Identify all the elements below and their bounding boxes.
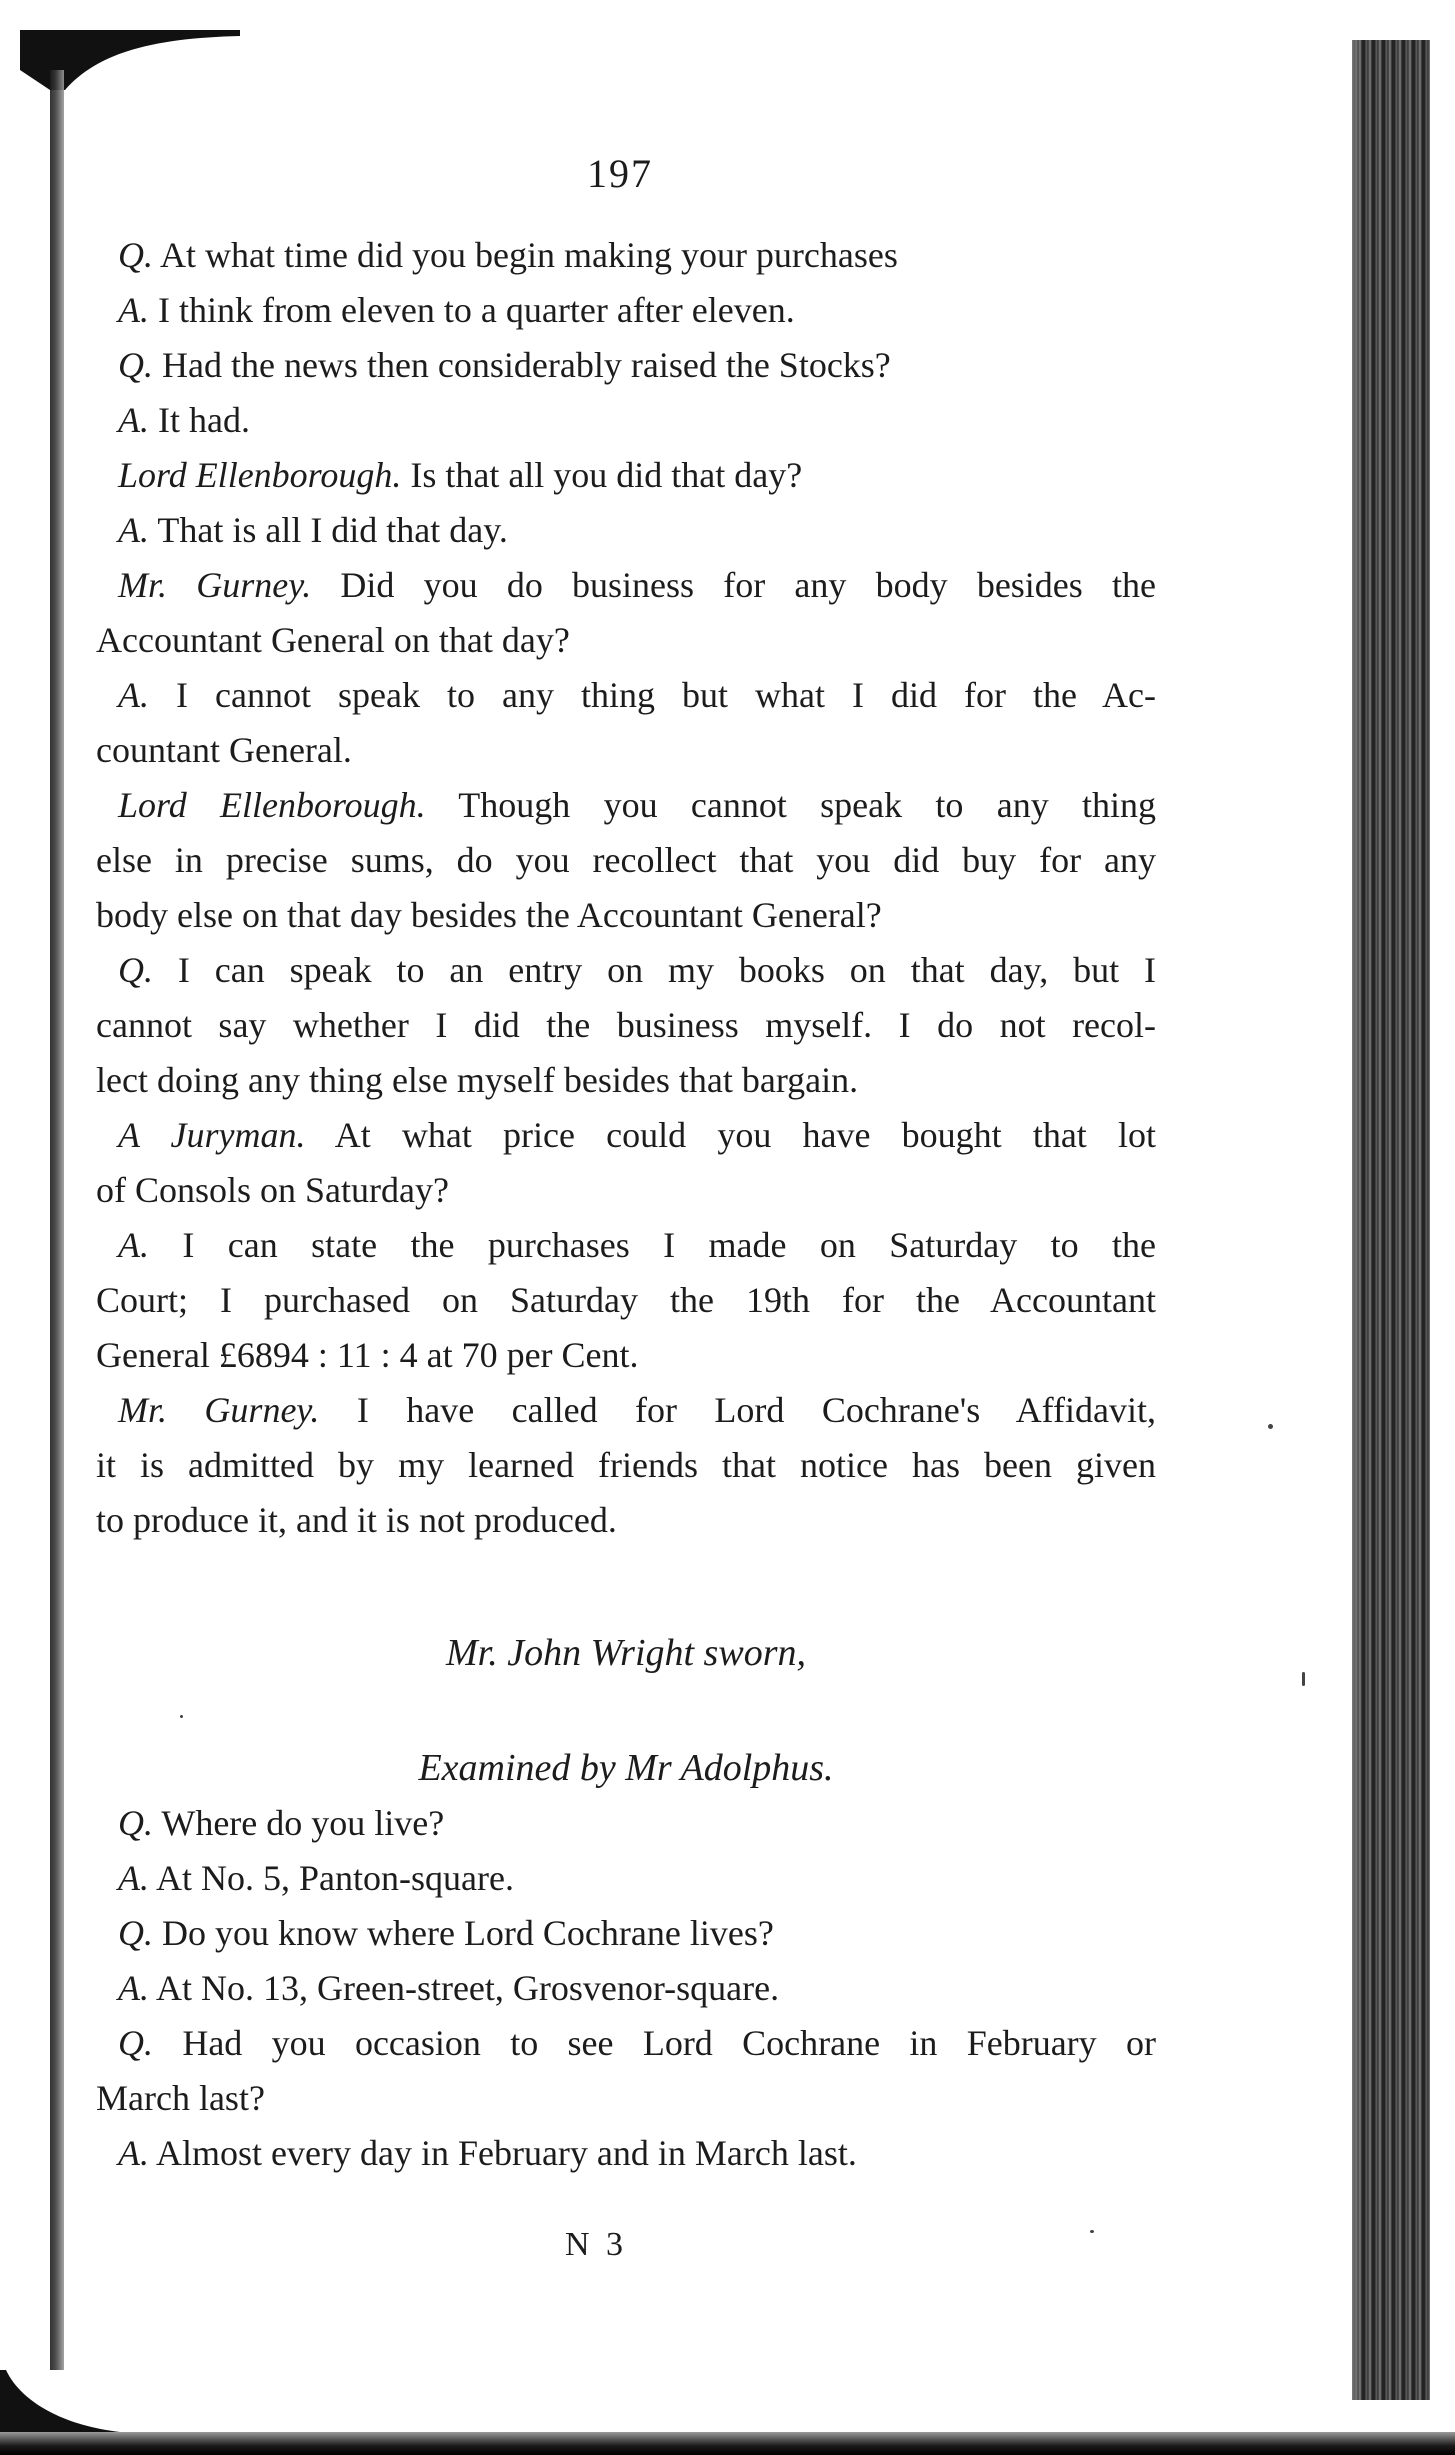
text-line (96, 1906, 1156, 1961)
line-text: I have called for Lord Cochrane's Affidavit, (319, 1390, 1156, 1430)
speaker-label: Mr. Gurney. (118, 565, 312, 605)
line-text: I think from eleven to a quarter after eleven. (149, 290, 795, 330)
line-text: Had the news then considerably raised the Stocks? (153, 345, 891, 385)
speaker-label: A. (118, 400, 149, 440)
speaker-label: Q. (118, 1803, 153, 1843)
line-text: Did you do business for any body besides the (311, 565, 1156, 605)
text-line (96, 1328, 1156, 1383)
line-text: Had you occasion to see Lord Cochrane in February or (153, 2023, 1156, 2063)
page-corner-shadow-bottom-left (0, 2370, 120, 2440)
line-text: It had. (149, 400, 250, 440)
line-text: I can speak to an entry on my books on that day, but I (153, 950, 1156, 990)
speaker-label: A. (118, 290, 149, 330)
heading-witness-sworn: Mr. John Wright sworn, (446, 1632, 806, 1674)
line-text: of Consols on Saturday? (96, 1170, 449, 1210)
text-line (96, 943, 1156, 998)
speaker-label: A. (118, 1968, 149, 2008)
text-line (96, 1493, 1156, 1548)
line-text: Though you cannot speak to any thing (425, 785, 1157, 825)
speaker-label: A. (118, 510, 149, 550)
speaker-label: Q. (118, 950, 153, 990)
speaker-label: A. (118, 675, 149, 715)
line-text: I cannot speak to any thing but what I did for the Ac- (149, 675, 1156, 715)
testimony-block-1 (96, 228, 1156, 1548)
text-line (96, 998, 1156, 1053)
text-line (96, 2016, 1156, 2071)
text-line (96, 1961, 1156, 2016)
text-line (96, 1163, 1156, 1218)
line-text: I can state the purchases I made on Saturday to the (149, 1225, 1156, 1265)
speaker-label: Q. (118, 235, 153, 275)
text-line (96, 1273, 1156, 1328)
line-text: Where do you live? (153, 1803, 445, 1843)
page-left-edge-shadow (50, 70, 64, 2370)
line-text: At what time did you begin making your purchases (153, 235, 898, 275)
text-line (96, 283, 1156, 338)
text-line (96, 668, 1156, 723)
spacer (96, 1681, 1156, 1741)
text-line (96, 393, 1156, 448)
line-text: it is admitted by my learned friends that notice has been given (96, 1445, 1156, 1485)
testimony-block-2 (96, 1796, 1156, 2181)
text-line (96, 338, 1156, 393)
text-line (96, 833, 1156, 888)
text-line (96, 1796, 1156, 1851)
line-text: body else on that day besides the Accountant General? (96, 895, 882, 935)
text-line (96, 558, 1156, 613)
text-line (96, 1108, 1156, 1163)
text-line (96, 2126, 1156, 2181)
speaker-label: Lord Ellenborough. (118, 785, 426, 825)
page-body (96, 228, 1156, 2181)
speaker-label: Q. (118, 1913, 153, 1953)
line-text: lect doing any thing else myself besides that bargain. (96, 1060, 859, 1100)
speaker-label: A. (118, 1225, 149, 1265)
line-text: Court; I purchased on Saturday the 19th for the Accountant (96, 1280, 1156, 1320)
speaker-label: Mr. Gurney. (118, 1390, 320, 1430)
line-text: Is that all you did that day? (401, 455, 803, 495)
text-line (96, 1438, 1156, 1493)
speaker-label: A Juryman. (118, 1115, 306, 1155)
page-number: 197 (587, 151, 653, 196)
page-right-edge-shadow (1352, 40, 1430, 2400)
text-line (96, 2071, 1156, 2126)
text-line (96, 1053, 1156, 1108)
text-line (96, 448, 1156, 503)
page-right-edge-fade (1340, 40, 1360, 2400)
text-line (96, 228, 1156, 283)
signature-mark: N 3 (565, 2226, 628, 2263)
line-text: At No. 5, Panton-square. (149, 1858, 514, 1898)
line-text: Accountant General on that day? (96, 620, 570, 660)
line-text: Do you know where Lord Cochrane lives? (153, 1913, 774, 1953)
line-text: cannot say whether I did the business myself. I do not recol- (96, 1005, 1156, 1045)
page-bottom-edge-shadow (0, 2432, 1455, 2455)
text-line (96, 1851, 1156, 1906)
line-text: countant General. (96, 730, 352, 770)
text-line (96, 503, 1156, 558)
speaker-label: A. (118, 2133, 149, 2173)
line-text: General £6894 : 11 : 4 at 70 per Cent. (96, 1335, 639, 1375)
line-text: to produce it, and it is not produced. (96, 1500, 617, 1540)
speaker-label: Q. (118, 2023, 153, 2063)
text-line (96, 888, 1156, 943)
line-text: At what price could you have bought that lot (305, 1115, 1156, 1155)
speaker-label: A. (118, 1858, 149, 1898)
print-speck (1090, 2230, 1094, 2233)
line-text: Almost every day in February and in March last. (149, 2133, 857, 2173)
line-text: else in precise sums, do you recollect that you did buy for any (96, 840, 1156, 880)
print-speck (1268, 1424, 1273, 1429)
line-text: At No. 13, Green-street, Grosvenor-square. (149, 1968, 780, 2008)
print-speck (1302, 1672, 1305, 1686)
text-line (96, 1218, 1156, 1273)
text-line (96, 1383, 1156, 1438)
text-line (96, 778, 1156, 833)
line-text: That is all I did that day. (149, 510, 508, 550)
text-line (96, 723, 1156, 778)
heading-examined-by: Examined by Mr Adolphus. (418, 1747, 834, 1789)
speaker-label: Q. (118, 345, 153, 385)
line-text: March last? (96, 2078, 265, 2118)
speaker-label: Lord Ellenborough. (118, 455, 402, 495)
spacer (96, 1548, 1156, 1626)
text-line (96, 613, 1156, 668)
